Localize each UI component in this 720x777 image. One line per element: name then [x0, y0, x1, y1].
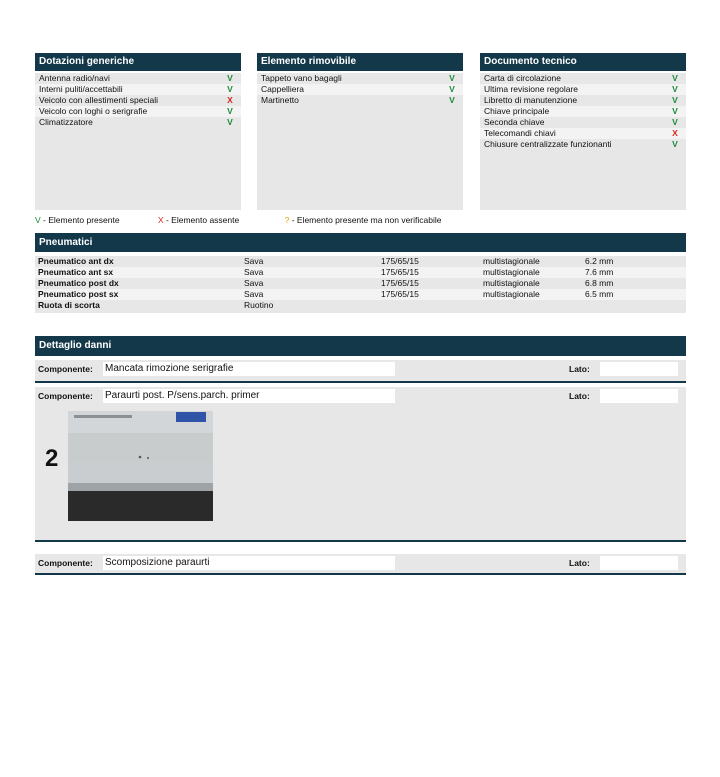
present-mark: V: [672, 84, 678, 94]
damage-entry: [35, 360, 686, 383]
present-mark: V: [672, 95, 678, 105]
tyre-size: 175/65/15: [381, 256, 419, 266]
absent-mark: X: [227, 95, 233, 105]
technical-documents-box: [480, 53, 686, 210]
list-item: Libretto di manutenzione V: [480, 95, 686, 106]
component-value: Mancata rimozione serigrafie: [103, 362, 395, 376]
photo-number: 2: [45, 445, 59, 472]
generic-equipment-header: Dotazioni generiche: [35, 53, 241, 71]
tyre-position: Pneumatico ant dx: [38, 256, 114, 266]
list-item: Ultima revisione regolare V: [480, 84, 686, 95]
tyre-season: multistagionale: [483, 289, 540, 299]
tyre-season: multistagionale: [483, 267, 540, 277]
tyre-depth: 6.2 mm: [585, 256, 614, 266]
absent-mark: X: [672, 128, 678, 138]
list-item: Seconda chiave V: [480, 117, 686, 128]
removable-items-list: [257, 73, 463, 210]
tyre-season: multistagionale: [483, 256, 540, 266]
tyres-table: [35, 256, 686, 313]
damage-photo[interactable]: [68, 411, 213, 521]
legend-absent-text: - Elemento assente: [163, 215, 240, 225]
component-label: Componente:: [38, 558, 93, 568]
legend-present-text: - Elemento presente: [40, 215, 120, 225]
tyre-brand: Sava: [244, 267, 264, 277]
present-mark: V: [227, 73, 233, 83]
legend: [35, 215, 441, 225]
list-item: Interni puliti/accettabili V: [35, 84, 241, 95]
present-mark: V: [672, 106, 678, 116]
tyre-size: 175/65/15: [381, 278, 419, 288]
tyre-position: Pneumatico post sx: [38, 289, 119, 299]
damage-entry: [35, 387, 686, 542]
present-mark: V: [672, 73, 678, 83]
tyres-section: [35, 233, 686, 313]
tyre-depth: 7.6 mm: [585, 267, 614, 277]
present-mark: V: [672, 139, 678, 149]
tyre-brand: Sava: [244, 289, 264, 299]
tyre-season: multistagionale: [483, 278, 540, 288]
list-item: Cappelliera V: [257, 84, 463, 95]
tyre-position: Pneumatico post dx: [38, 278, 119, 288]
side-value: [600, 389, 678, 403]
present-mark: V: [227, 84, 233, 94]
legend-unverifiable-mark: ?: [284, 215, 290, 225]
side-value: [600, 362, 678, 376]
table-row: [35, 256, 686, 267]
legend-unverifiable-text: - Elemento presente ma non verificabile: [289, 215, 442, 225]
component-label: Componente:: [38, 391, 93, 401]
table-row: [35, 300, 686, 311]
generic-equipment-list: [35, 73, 241, 210]
present-mark: V: [449, 84, 455, 94]
list-item: Veicolo con loghi o serigrafie V: [35, 106, 241, 117]
damage-entry: [35, 554, 686, 575]
list-item: Antenna radio/navi V: [35, 73, 241, 84]
tyre-size: 175/65/15: [381, 289, 419, 299]
component-value: Paraurti post. P/sens.parch. primer: [103, 389, 395, 403]
component-value: Scomposizione paraurti: [103, 556, 395, 570]
damage-header: Dettaglio danni: [35, 336, 686, 356]
present-mark: V: [227, 106, 233, 116]
technical-documents-header: Documento tecnico: [480, 53, 686, 71]
tyre-size: 175/65/15: [381, 267, 419, 277]
table-row: [35, 289, 686, 300]
damage-section: [35, 336, 686, 575]
table-row: [35, 267, 686, 278]
tyre-position: Ruota di scorta: [38, 300, 100, 310]
generic-equipment-box: [35, 53, 241, 210]
tyre-brand: Ruotino: [244, 300, 274, 310]
removable-items-header: Elemento rimovibile: [257, 53, 463, 71]
list-item: Carta di circolazione V: [480, 73, 686, 84]
present-mark: V: [227, 117, 233, 127]
tyre-brand: Sava: [244, 256, 264, 266]
list-item: Martinetto V: [257, 95, 463, 106]
list-item: Climatizzatore V: [35, 117, 241, 128]
side-label: Lato:: [569, 391, 590, 401]
side-label: Lato:: [569, 558, 590, 568]
tyre-depth: 6.5 mm: [585, 289, 614, 299]
tyres-header: Pneumatici: [35, 233, 686, 252]
component-label: Componente:: [38, 364, 93, 374]
present-mark: V: [449, 95, 455, 105]
list-item: Chiusure centralizzate funzionanti V: [480, 139, 686, 150]
side-value: [600, 556, 678, 570]
technical-documents-list: [480, 73, 686, 210]
list-item: Telecomandi chiavi X: [480, 128, 686, 139]
removable-items-box: [257, 53, 463, 210]
tyre-position: Pneumatico ant sx: [38, 267, 114, 277]
tyre-brand: Sava: [244, 278, 264, 288]
list-item: Chiave principale V: [480, 106, 686, 117]
table-row: [35, 278, 686, 289]
side-label: Lato:: [569, 364, 590, 374]
legend-present-mark: V: [35, 215, 41, 225]
list-item: Veicolo con allestimenti speciali X: [35, 95, 241, 106]
list-item: Tappeto vano bagagli V: [257, 73, 463, 84]
present-mark: V: [672, 117, 678, 127]
legend-absent-mark: X: [157, 215, 164, 225]
present-mark: V: [449, 73, 455, 83]
tyre-depth: 6.8 mm: [585, 278, 614, 288]
